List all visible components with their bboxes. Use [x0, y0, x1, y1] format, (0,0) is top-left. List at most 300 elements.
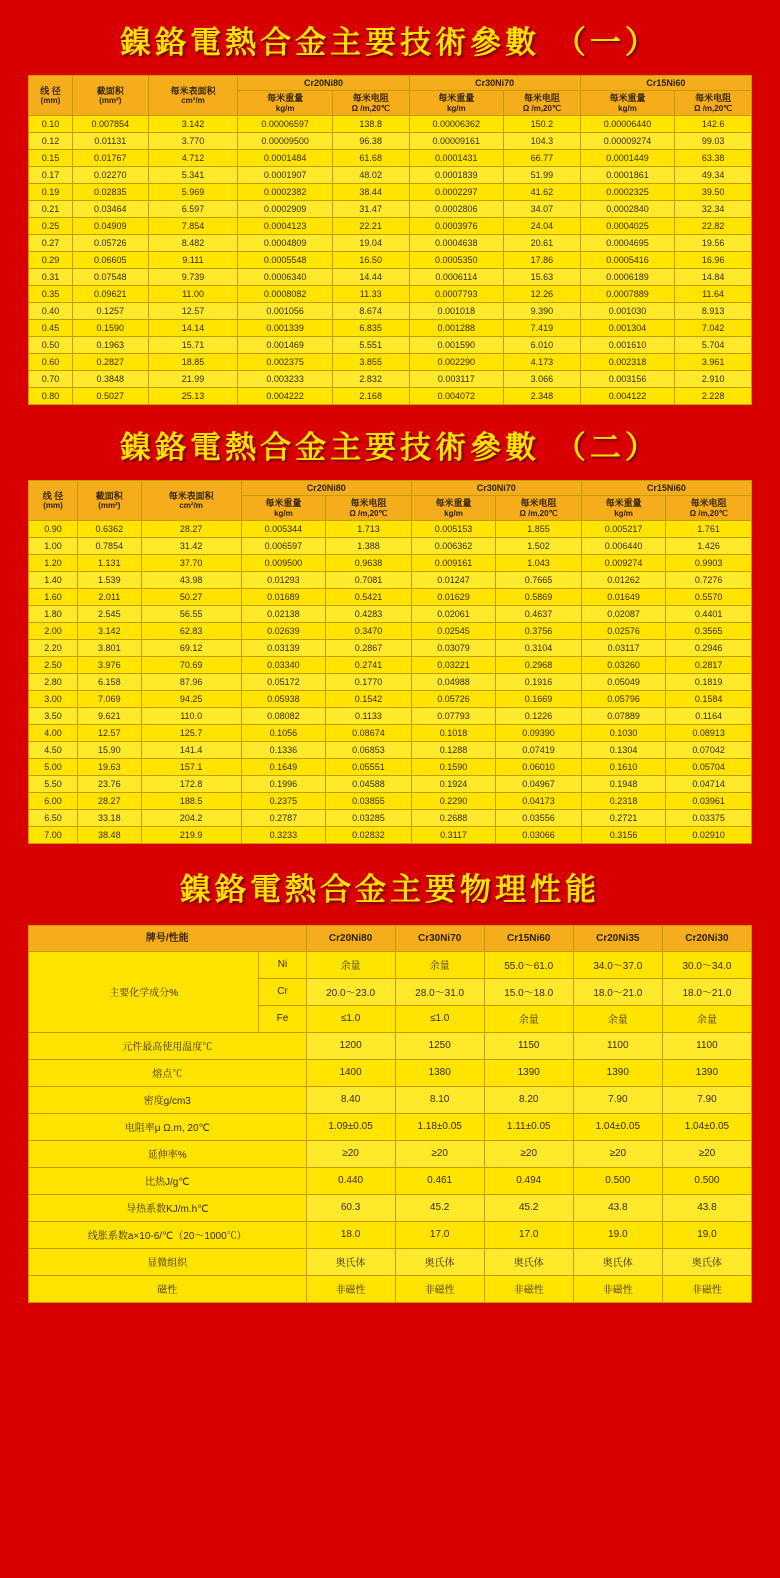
- phys-header-property: 牌号/性能: [29, 925, 307, 951]
- header-weight-unit-2: kg/m: [446, 103, 466, 113]
- table-cell: 0.03260: [581, 656, 665, 673]
- phys-table: [28, 925, 752, 1303]
- table-cell: 38.48: [78, 826, 142, 843]
- table-cell: 0.09390: [496, 724, 582, 741]
- table-cell: 0.50: [29, 336, 73, 353]
- table-cell: 0.1226: [496, 707, 582, 724]
- table-row: [29, 554, 752, 571]
- table-cell: 0.1996: [241, 775, 325, 792]
- table-cell: 5.341: [148, 166, 238, 183]
- table-cell: 34.0～37.0: [573, 951, 662, 978]
- table-cell: 7.90: [662, 1086, 751, 1113]
- header-resist-2: [504, 91, 581, 116]
- table-cell: 余量: [484, 1005, 573, 1032]
- table-cell: 9.621: [78, 707, 142, 724]
- table-cell: 余量: [662, 1005, 751, 1032]
- table-cell: 余量: [573, 1005, 662, 1032]
- table-row: [29, 319, 752, 336]
- table-cell: 2.00: [29, 622, 78, 639]
- table-row: [29, 285, 752, 302]
- table-cell: 0.17: [29, 166, 73, 183]
- table-cell: 0.2290: [411, 792, 495, 809]
- table-cell: 14.44: [332, 268, 409, 285]
- table-cell: 0.0007793: [409, 285, 503, 302]
- page-title-1: 鎳鉻電熱合金主要技術參數 （一）: [120, 25, 660, 61]
- table-cell: 41.62: [504, 183, 581, 200]
- header-area-label: 截面积: [95, 490, 123, 501]
- table-cell: 0.01649: [581, 588, 665, 605]
- table-row: [29, 251, 752, 268]
- table-cell: 0.1590: [72, 319, 148, 336]
- table-cell: 1390: [573, 1059, 662, 1086]
- table-cell: 0.440: [306, 1167, 395, 1194]
- table-cell: 8.482: [148, 234, 238, 251]
- table-cell: 0.002290: [409, 353, 503, 370]
- table-cell: 37.70: [141, 554, 241, 571]
- table-cell: 0.90: [29, 520, 78, 537]
- table-cell: 0.3233: [241, 826, 325, 843]
- header-weight-unit-1: kg/m: [275, 103, 295, 113]
- table-cell: 0.03556: [496, 809, 582, 826]
- header-area-unit: (mm²): [99, 96, 122, 106]
- table-cell: 43.98: [141, 571, 241, 588]
- table-cell: 0.03375: [666, 809, 752, 826]
- table-cell: 51.99: [504, 166, 581, 183]
- table-cell: 0.04588: [326, 775, 412, 792]
- table-row: [29, 1194, 752, 1221]
- table-cell: 19.0: [662, 1221, 751, 1248]
- header-resist-label-3: 每米电阻: [695, 93, 732, 104]
- phys-row-label: 元件最高使用温度℃: [29, 1032, 307, 1059]
- table-cell: 8.20: [484, 1086, 573, 1113]
- table-cell: 奥氏体: [306, 1248, 395, 1275]
- table-cell: 6.50: [29, 809, 78, 826]
- table-cell: 1200: [306, 1032, 395, 1059]
- table-cell: 11.33: [332, 285, 409, 302]
- table-cell: 24.04: [504, 217, 581, 234]
- table-cell: 0.001304: [580, 319, 674, 336]
- page-title-2: 鎳鉻電熱合金主要技術參數 （二）: [120, 429, 660, 466]
- phys-table-body: [29, 951, 752, 1302]
- header-wire-dia-label: 线 径: [40, 85, 61, 96]
- table-cell: 0.0006114: [409, 268, 503, 285]
- table-cell: 0.2968: [496, 656, 582, 673]
- table-cell: 1.09±0.05: [306, 1113, 395, 1140]
- table-cell: 17.0: [395, 1221, 484, 1248]
- table-cell: 0.10: [29, 115, 73, 132]
- table-row: [29, 673, 752, 690]
- table-cell: ≤1.0: [306, 1005, 395, 1032]
- table-cell: 0.007854: [72, 115, 148, 132]
- table-cell: 0.3756: [496, 622, 582, 639]
- table-cell: 0.3848: [72, 370, 148, 387]
- table-cell: 0.01247: [411, 571, 495, 588]
- table-cell: 0.1030: [581, 724, 665, 741]
- page-title-3: 鎳鉻電熱合金主要物理性能: [180, 871, 600, 908]
- table-cell: 余量: [306, 951, 395, 978]
- table-cell: 96.38: [332, 132, 409, 149]
- table-cell: 7.042: [675, 319, 752, 336]
- table-cell: 33.18: [78, 809, 142, 826]
- phys-table-wrap: [0, 925, 780, 1303]
- table-cell: 1.426: [666, 537, 752, 554]
- table-cell: 2.832: [332, 370, 409, 387]
- table-row: [29, 724, 752, 741]
- table-cell: 0.01629: [411, 588, 495, 605]
- table-cell: 0.7081: [326, 571, 412, 588]
- table-cell: 0.05049: [581, 673, 665, 690]
- table-header-row-group: [29, 76, 752, 91]
- table-cell: 20.61: [504, 234, 581, 251]
- table-row: [29, 537, 752, 554]
- table-cell: 奥氏体: [484, 1248, 573, 1275]
- table-cell: 0.21: [29, 200, 73, 217]
- table-cell: 28.27: [78, 792, 142, 809]
- table-cell: 3.066: [504, 370, 581, 387]
- table-cell: 62.83: [141, 622, 241, 639]
- table-cell: 0.2827: [72, 353, 148, 370]
- table-cell: 0.4401: [666, 605, 752, 622]
- phys-header-row: [29, 925, 752, 951]
- table-cell: 0.60: [29, 353, 73, 370]
- table-cell: 157.1: [141, 758, 241, 775]
- table-cell: 1390: [484, 1059, 573, 1086]
- header-area-label: 截面积: [96, 85, 124, 96]
- table-cell: 0.0002840: [580, 200, 674, 217]
- table-cell: 0.004222: [238, 387, 332, 404]
- header-resist-unit-2: Ω /m,20℃: [522, 103, 561, 113]
- table-cell: 0.4637: [496, 605, 582, 622]
- table-cell: 1100: [662, 1032, 751, 1059]
- table-cell: 0.0001861: [580, 166, 674, 183]
- table-cell: 49.34: [675, 166, 752, 183]
- header-alloy-1: Cr20Ni80: [238, 76, 409, 91]
- header-weight-unit-3: kg/m: [618, 103, 637, 113]
- table-cell: 3.801: [78, 639, 142, 656]
- table-cell: 非磁性: [395, 1275, 484, 1302]
- table-cell: 20.0～23.0: [306, 978, 395, 1005]
- table-cell: 1.60: [29, 588, 78, 605]
- table-cell: 奥氏体: [573, 1248, 662, 1275]
- header-resist-label-2: 每米电阻: [523, 93, 560, 104]
- table-cell: 0.02835: [72, 183, 148, 200]
- table-cell: 1.80: [29, 605, 78, 622]
- table-cell: 0.1304: [581, 741, 665, 758]
- table-cell: 9.739: [148, 268, 238, 285]
- table-cell: 0.05172: [241, 673, 325, 690]
- table-cell: 0.2817: [666, 656, 752, 673]
- table-cell: 48.02: [332, 166, 409, 183]
- table-cell: 2.011: [78, 588, 142, 605]
- table-cell: 0.5421: [326, 588, 412, 605]
- table-cell: 6.00: [29, 792, 78, 809]
- table-cell: 3.855: [332, 353, 409, 370]
- table-cell: 0.02910: [666, 826, 752, 843]
- table-cell: 0.0002297: [409, 183, 503, 200]
- header-area: [78, 480, 142, 520]
- table-cell: 0.1610: [581, 758, 665, 775]
- table-cell: 0.05796: [581, 690, 665, 707]
- table-cell: 0.06853: [326, 741, 412, 758]
- table-cell: 1.18±0.05: [395, 1113, 484, 1140]
- table-cell: 0.27: [29, 234, 73, 251]
- table-cell: 14.14: [148, 319, 238, 336]
- table-row: [29, 1275, 752, 1302]
- phys-row-label: Fe: [259, 1005, 306, 1032]
- table-cell: 31.42: [141, 537, 241, 554]
- table-row: [29, 336, 752, 353]
- header-weight-2: [409, 91, 503, 116]
- table-row: [29, 234, 752, 251]
- table-row: [29, 115, 752, 132]
- table-cell: 0.04988: [411, 673, 495, 690]
- table-cell: 1380: [395, 1059, 484, 1086]
- table-cell: ≥20: [484, 1140, 573, 1167]
- table-cell: 0.1924: [411, 775, 495, 792]
- table-cell: 3.142: [78, 622, 142, 639]
- header-surface-unit: cm²/m: [179, 500, 203, 510]
- table-cell: 0.08082: [241, 707, 325, 724]
- table-cell: 25.13: [148, 387, 238, 404]
- table-cell: 110.0: [141, 707, 241, 724]
- table-cell: 0.9638: [326, 554, 412, 571]
- table-row: [29, 183, 752, 200]
- table-cell: 2.50: [29, 656, 78, 673]
- table-cell: 43.8: [662, 1194, 751, 1221]
- table-row: [29, 1032, 752, 1059]
- table-cell: 0.009500: [241, 554, 325, 571]
- phys-row-label: 显微组织: [29, 1248, 307, 1275]
- table-cell: 8.674: [332, 302, 409, 319]
- tech-table-1: [28, 75, 752, 405]
- header-resist-label-1: 每米电阻: [352, 93, 389, 104]
- table-cell: 22.21: [332, 217, 409, 234]
- table-cell: 3.770: [148, 132, 238, 149]
- table-cell: 0.2721: [581, 809, 665, 826]
- table-cell: 6.835: [332, 319, 409, 336]
- table-row: [29, 588, 752, 605]
- table-cell: 0.1819: [666, 673, 752, 690]
- table-row: [29, 826, 752, 843]
- table-cell: 219.9: [141, 826, 241, 843]
- table-cell: 0.0002382: [238, 183, 332, 200]
- table-cell: 1.00: [29, 537, 78, 554]
- table-row: [29, 200, 752, 217]
- header-resist-unit-1: Ω /m,20℃: [349, 508, 388, 518]
- table-cell: 66.77: [504, 149, 581, 166]
- table-cell: 0.02832: [326, 826, 412, 843]
- table-cell: 0.0004025: [580, 217, 674, 234]
- table-cell: 0.1649: [241, 758, 325, 775]
- table-cell: 0.1590: [411, 758, 495, 775]
- table-cell: 2.545: [78, 605, 142, 622]
- table-cell: 31.47: [332, 200, 409, 217]
- table-cell: 99.03: [675, 132, 752, 149]
- table-cell: 2.228: [675, 387, 752, 404]
- table-cell: 0.1133: [326, 707, 412, 724]
- table-cell: 0.03285: [326, 809, 412, 826]
- table-cell: 0.15: [29, 149, 73, 166]
- table-cell: 0.08913: [666, 724, 752, 741]
- table-cell: 7.854: [148, 217, 238, 234]
- header-resist-3: [666, 496, 752, 521]
- table-cell: 0.006597: [241, 537, 325, 554]
- table-cell: 0.9903: [666, 554, 752, 571]
- table-cell: 0.19: [29, 183, 73, 200]
- table-cell: 0.002318: [580, 353, 674, 370]
- table-cell: 2.168: [332, 387, 409, 404]
- phys-table-head: [29, 925, 752, 951]
- table-cell: 8.913: [675, 302, 752, 319]
- table-cell: 0.02061: [411, 605, 495, 622]
- table-cell: 0.01262: [581, 571, 665, 588]
- table-cell: 0.0008082: [238, 285, 332, 302]
- table-cell: 1.388: [326, 537, 412, 554]
- table-cell: 0.40: [29, 302, 73, 319]
- table-cell: 1.04±0.05: [573, 1113, 662, 1140]
- table-cell: 0.0004123: [238, 217, 332, 234]
- table-cell: 1.40: [29, 571, 78, 588]
- header-weight-1: [241, 496, 325, 521]
- table-cell: 125.7: [141, 724, 241, 741]
- table-cell: 0.0001907: [238, 166, 332, 183]
- table-cell: 0.1669: [496, 690, 582, 707]
- table-cell: 0.4283: [326, 605, 412, 622]
- table-cell: 12.57: [78, 724, 142, 741]
- phys-header-grade: Cr20Ni30: [662, 925, 751, 951]
- table-cell: 0.461: [395, 1167, 484, 1194]
- phys-row-label: 磁性: [29, 1275, 307, 1302]
- table-cell: 0.2741: [326, 656, 412, 673]
- table-cell: 8.10: [395, 1086, 484, 1113]
- table-cell: 5.00: [29, 758, 78, 775]
- table-cell: 28.0～31.0: [395, 978, 484, 1005]
- table-cell: 2.910: [675, 370, 752, 387]
- header-weight-unit-3: kg/m: [614, 508, 633, 518]
- table-cell: 23.76: [78, 775, 142, 792]
- phys-row-label: 线胀系数a×10-6/℃（20～1000℃）: [29, 1221, 307, 1248]
- table-cell: 0.25: [29, 217, 73, 234]
- header-surface-label: 每米表面积: [170, 85, 216, 96]
- table-cell: 0.005153: [411, 520, 495, 537]
- table-cell: 43.8: [573, 1194, 662, 1221]
- header-area: [72, 76, 148, 116]
- table-cell: 0.35: [29, 285, 73, 302]
- header-weight-1: [238, 91, 332, 116]
- table-cell: 0.00006597: [238, 115, 332, 132]
- phys-row-label: 熔点℃: [29, 1059, 307, 1086]
- header-weight-label-3: 每米重量: [609, 93, 646, 104]
- header-weight-label-1: 每米重量: [265, 498, 302, 509]
- table-cell: 55.0～61.0: [484, 951, 573, 978]
- table-cell: 0.0002909: [238, 200, 332, 217]
- table-cell: 150.2: [504, 115, 581, 132]
- table-cell: 5.969: [148, 183, 238, 200]
- header-weight-label-1: 每米重量: [267, 93, 304, 104]
- table-cell: 3.50: [29, 707, 78, 724]
- header-alloy-2: Cr30Ni70: [411, 480, 581, 495]
- phys-row-label: 电阻率μ Ω.m, 20℃: [29, 1113, 307, 1140]
- table-cell: 0.0001449: [580, 149, 674, 166]
- table-cell: 0.001469: [238, 336, 332, 353]
- table-cell: 60.3: [306, 1194, 395, 1221]
- table-cell: 15.63: [504, 268, 581, 285]
- header-resist-3: [675, 91, 752, 116]
- table-header-row-group: [29, 480, 752, 495]
- table-cell: 非磁性: [306, 1275, 395, 1302]
- table-cell: 0.00009500: [238, 132, 332, 149]
- table-row: [29, 809, 752, 826]
- table-cell: 69.12: [141, 639, 241, 656]
- table-row: [29, 387, 752, 404]
- table-cell: 0.1770: [326, 673, 412, 690]
- table-cell: 0.0006340: [238, 268, 332, 285]
- header-resist-unit-2: Ω /m,20℃: [519, 508, 558, 518]
- header-wire-dia-label: 线 径: [42, 490, 64, 501]
- table-cell: 0.03961: [666, 792, 752, 809]
- table-cell: 61.68: [332, 149, 409, 166]
- table-row: [29, 1059, 752, 1086]
- table-cell: 非磁性: [662, 1275, 751, 1302]
- header-weight-label-2: 每米重量: [435, 498, 472, 509]
- header-resist-1: [326, 496, 412, 521]
- table-cell: 0.0001431: [409, 149, 503, 166]
- tech-table-1-head: [29, 76, 752, 116]
- table-cell: 0.003117: [409, 370, 503, 387]
- table-cell: 38.44: [332, 183, 409, 200]
- header-wire-dia: [29, 480, 78, 520]
- table-cell: 0.0004809: [238, 234, 332, 251]
- table-cell: 0.05938: [241, 690, 325, 707]
- table-cell: 12.26: [504, 285, 581, 302]
- table-cell: 16.50: [332, 251, 409, 268]
- table-cell: 141.4: [141, 741, 241, 758]
- table-cell: 3.961: [675, 353, 752, 370]
- header-resist-unit-1: Ω /m,20℃: [351, 103, 390, 113]
- table-cell: 5.551: [332, 336, 409, 353]
- table-cell: 11.64: [675, 285, 752, 302]
- table-cell: 0.6362: [78, 520, 142, 537]
- table-row: [29, 758, 752, 775]
- table-cell: 0.0006189: [580, 268, 674, 285]
- table-cell: 1.713: [326, 520, 412, 537]
- table-cell: 0.0002806: [409, 200, 503, 217]
- table-cell: 1.855: [496, 520, 582, 537]
- table-cell: 0.00006440: [580, 115, 674, 132]
- table-cell: 21.99: [148, 370, 238, 387]
- table-cell: 0.0001484: [238, 149, 332, 166]
- header-wire-dia: [29, 76, 73, 116]
- table-cell: 0.009161: [411, 554, 495, 571]
- table-cell: 0.3156: [581, 826, 665, 843]
- table-cell: 28.27: [141, 520, 241, 537]
- table-cell: 6.010: [504, 336, 581, 353]
- table-row: [29, 217, 752, 234]
- header-alloy-1: Cr20Ni80: [241, 480, 411, 495]
- table-cell: 0.3104: [496, 639, 582, 656]
- table-cell: 94.25: [141, 690, 241, 707]
- phys-row-label: 延伸率%: [29, 1140, 307, 1167]
- table-cell: 0.1584: [666, 690, 752, 707]
- table-cell: 0.001610: [580, 336, 674, 353]
- table-cell: 0.003233: [238, 370, 332, 387]
- table-cell: 142.6: [675, 115, 752, 132]
- table-cell: 0.003156: [580, 370, 674, 387]
- table-cell: 0.1542: [326, 690, 412, 707]
- table-cell: 0.03340: [241, 656, 325, 673]
- table-cell: 6.597: [148, 200, 238, 217]
- header-alloy-2: Cr30Ni70: [409, 76, 580, 91]
